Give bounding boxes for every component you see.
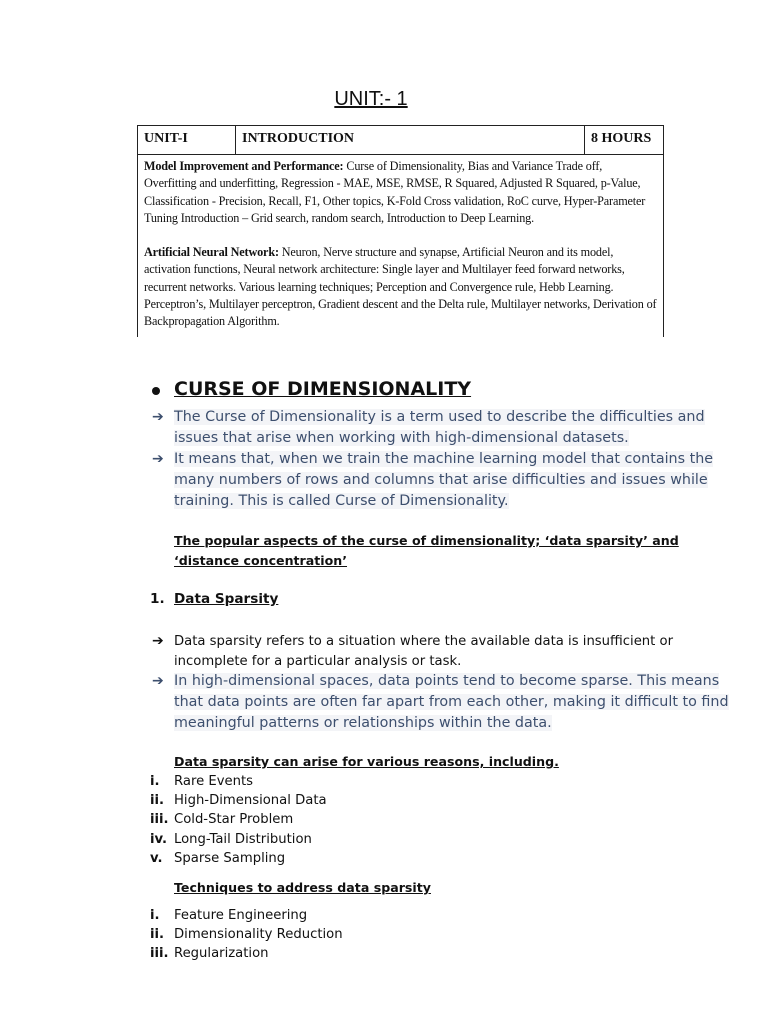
syllabus-paragraph-model bbox=[144, 158, 657, 227]
sparsity-highdim-text: In high-dimensional spaces, data points tend to become sparse. This means that data points are often far apart from each other, making it difficult to find meaningful patterns or relationships within the data. bbox=[174, 673, 729, 731]
list-item-text: Cold-Star Problem bbox=[174, 812, 294, 828]
syllabus-para1-label: Model Improvement and Performance: bbox=[144, 159, 344, 173]
list-item-number: ii. bbox=[150, 793, 165, 809]
syllabus-table bbox=[137, 125, 664, 337]
list-item bbox=[126, 830, 730, 849]
techniques-heading: Techniques to address data sparsity bbox=[174, 880, 431, 896]
list-item-text: Regularization bbox=[174, 946, 269, 962]
section-heading bbox=[150, 378, 730, 406]
notes-content bbox=[150, 378, 730, 964]
syllabus-para2-text: Neuron, Nerve structure and synapse, Artificial Neuron and its model, activation functions, Neural network architecture: Single layer and Multilayer feed forward networks, recurrent networks. Various learning techniques; Perception and Convergence rule, Hebb Learning. Perceptron’s, Multilayer perceptron, Gradient descent and the Delta rule, Multilayer networks, Derivation of Backpropagation Algorithm. bbox=[144, 245, 657, 329]
syllabus-unit-cell: UNIT-I bbox=[138, 126, 236, 154]
aspects-heading: The popular aspects of the curse of dimensionality; ‘data sparsity’ and ‘distance concentration’ bbox=[174, 533, 679, 568]
meaning-text: It means that, when we train the machine learning model that contains the many numbers of rows and columns that arise difficulties and issues while training. This is called Curse of Dimensionality. bbox=[174, 451, 714, 509]
meaning-bullet bbox=[150, 449, 730, 512]
sparsity-definition-text: Data sparsity refers to a situation where the available data is insufficient or incomplete for a particular analysis or task. bbox=[174, 634, 674, 669]
syllabus-header-row bbox=[138, 125, 663, 155]
arrow-right-icon: ➔ bbox=[152, 673, 164, 689]
list-item-number: v. bbox=[150, 850, 163, 866]
list-item-text: Dimensionality Reduction bbox=[174, 927, 343, 943]
definition-text: The Curse of Dimensionality is a term used to describe the difficulties and issues that arise when working with high-dimensional datasets. bbox=[174, 409, 705, 446]
list-item bbox=[126, 944, 730, 963]
list-item-number: i. bbox=[150, 774, 160, 789]
list-item bbox=[126, 810, 730, 829]
list-item-text: High-Dimensional Data bbox=[174, 793, 327, 809]
arrow-right-icon: ➔ bbox=[152, 633, 164, 649]
data-sparsity-title: Data Sparsity bbox=[174, 591, 279, 607]
list-item-text: Rare Events bbox=[174, 774, 254, 789]
list-item-text: Feature Engineering bbox=[174, 908, 308, 924]
syllabus-title-cell: INTRODUCTION bbox=[236, 126, 585, 154]
syllabus-paragraph-ann bbox=[144, 244, 657, 330]
list-item-number: iv. bbox=[150, 831, 168, 847]
data-sparsity-number: 1. bbox=[150, 591, 165, 607]
arrow-right-icon: ➔ bbox=[152, 409, 164, 425]
syllabus-hours-cell: 8 HOURS bbox=[591, 131, 652, 146]
list-item bbox=[126, 772, 730, 791]
list-item bbox=[126, 906, 730, 925]
reasons-list bbox=[126, 772, 730, 868]
sparsity-definition-bullet bbox=[150, 632, 730, 671]
definition-bullet bbox=[150, 407, 730, 449]
unit-title: UNIT:- 1 bbox=[334, 88, 408, 110]
list-item-number: ii. bbox=[150, 927, 165, 943]
list-item bbox=[126, 849, 730, 868]
sparsity-highdim-bullet bbox=[150, 671, 730, 734]
data-sparsity-heading bbox=[150, 591, 730, 613]
bullet-dot-icon bbox=[152, 387, 160, 395]
syllabus-para1-text: Curse of Dimensionality, Bias and Variance Trade off, Overfitting and underfitting, Regression - MAE, MSE, RMSE, R Squared, Adjusted R Squared, p-Value, Classification - Precision, Recall, F1, Other topics, K-Fold Cross validation, RoC curve, Hyper-Parameter Tuning Introduction – Grid search, random search, Introduction to Deep Learning. bbox=[144, 159, 646, 225]
list-item-text: Long-Tail Distribution bbox=[174, 831, 312, 847]
arrow-right-icon: ➔ bbox=[152, 451, 164, 467]
list-item bbox=[126, 791, 730, 810]
list-item-number: iii. bbox=[150, 812, 169, 828]
list-item bbox=[126, 925, 730, 944]
list-item-number: iii. bbox=[150, 946, 169, 962]
syllabus-body bbox=[138, 155, 663, 331]
reasons-heading: Data sparsity can arise for various reasons, including. bbox=[174, 754, 559, 769]
techniques-list bbox=[126, 906, 730, 964]
section-heading-text: CURSE OF DIMENSIONALITY bbox=[174, 378, 472, 400]
list-item-text: Sparse Sampling bbox=[174, 850, 286, 866]
syllabus-para2-label: Artificial Neural Network: bbox=[144, 245, 279, 260]
list-item-number: i. bbox=[150, 908, 160, 924]
